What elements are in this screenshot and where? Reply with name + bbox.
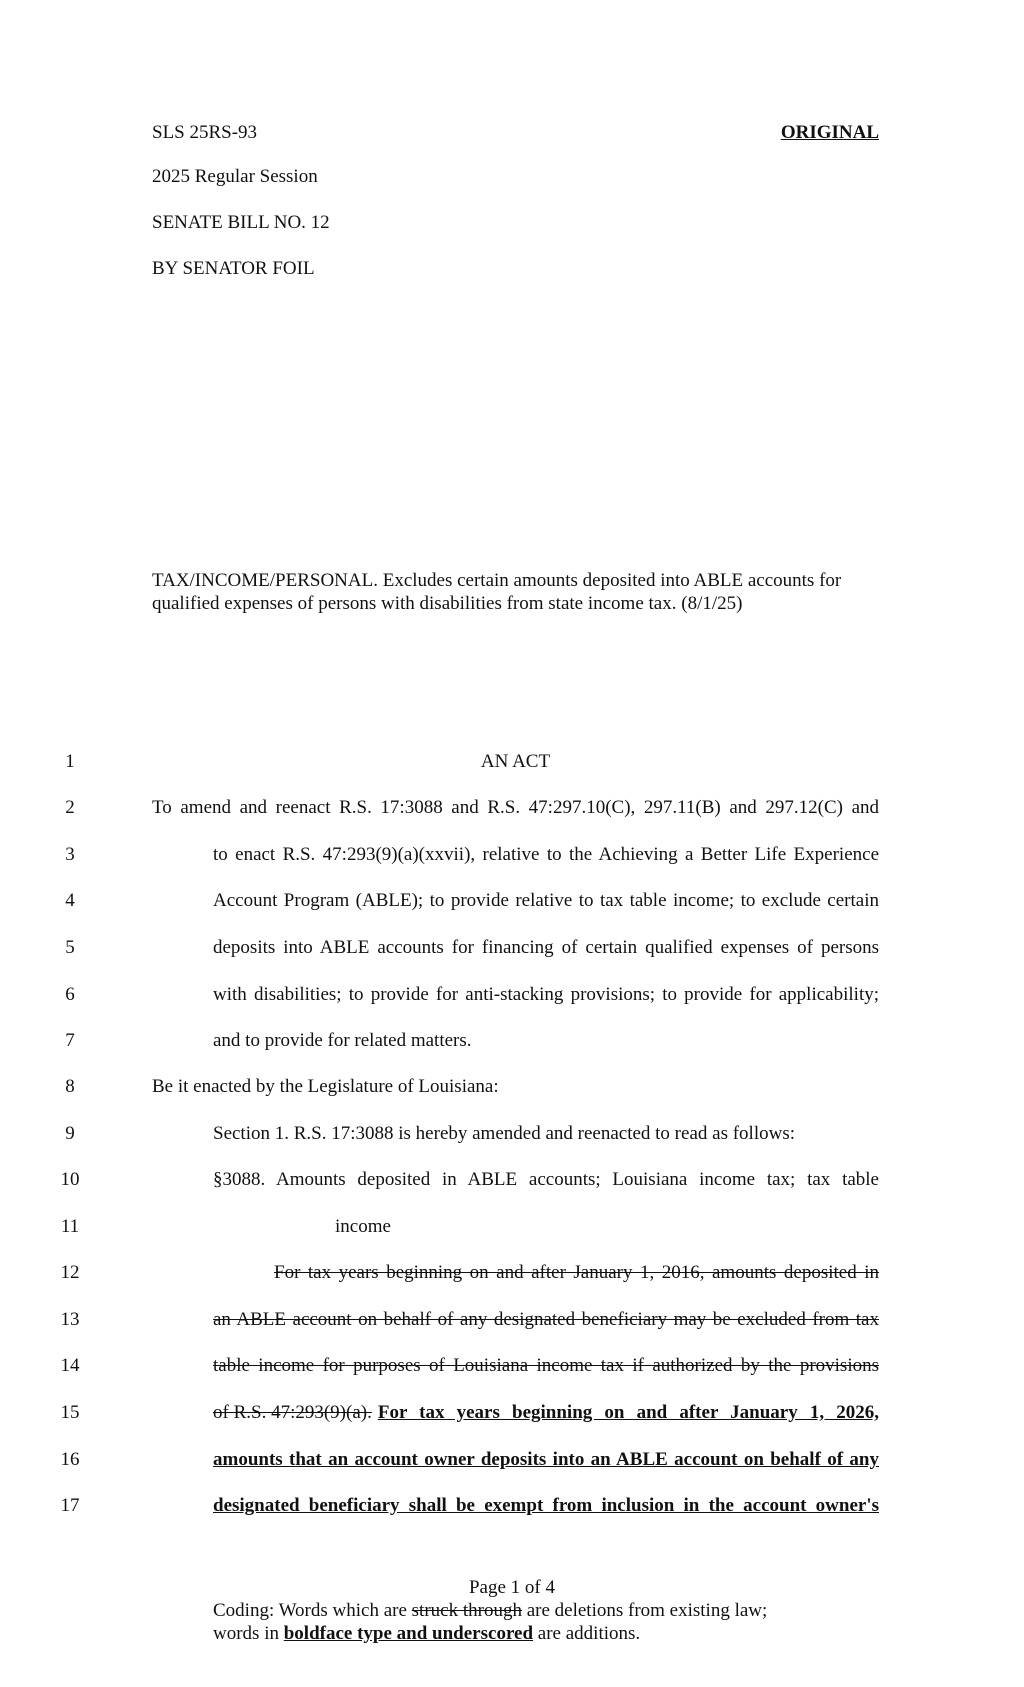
- coding-added-example: boldface type and underscored: [283, 1623, 534, 1644]
- coding-legend-line-1: [213, 1599, 767, 1622]
- act-title: AN ACT: [480, 751, 551, 772]
- coding-middle: are deletions from existing law;: [526, 1600, 768, 1621]
- line-number: 15: [60, 1402, 80, 1423]
- line-number: 11: [60, 1216, 80, 1237]
- line-number: 16: [60, 1449, 80, 1470]
- line-number: 14: [60, 1355, 80, 1376]
- digest-line-1: TAX/INCOME/PERSONAL. Excludes certain amounts deposited into ABLE accounts for: [152, 570, 842, 591]
- line-number: 5: [65, 937, 75, 958]
- deleted-text-line-12: For tax years beginning on and after January 1, 2016, amounts deposited in: [274, 1262, 879, 1283]
- text-line-3: to enact R.S. 47:293(9)(a)(xxvii), relative to the Achieving a Better Life Experience: [213, 844, 879, 865]
- added-text-line-15: For tax years beginning on and after January 1, 2026,: [377, 1402, 879, 1423]
- statute-title: §3088. Amounts deposited in ABLE accounts; Louisiana income tax; tax table: [213, 1169, 879, 1190]
- deleted-text-line-15: of R.S. 47:293(9)(a).: [213, 1402, 372, 1423]
- line-number: 10: [60, 1169, 80, 1190]
- coding-legend-line-2: [213, 1622, 640, 1645]
- bill-number: SENATE BILL NO. 12: [152, 212, 330, 233]
- bill-code: SLS 25RS-93: [152, 122, 258, 143]
- text-line-5: deposits into ABLE accounts for financing of certain qualified expenses of persons: [213, 937, 879, 958]
- text-line-7: and to provide for related matters.: [213, 1030, 472, 1051]
- line-number: 12: [60, 1262, 80, 1283]
- text-line-6: with disabilities; to provide for anti-stacking provisions; to provide for applicability;: [213, 984, 879, 1005]
- page-number: Page 1 of 4: [468, 1577, 555, 1598]
- deleted-text-line-13: an ABLE account on behalf of any designated beneficiary may be excluded from tax: [213, 1309, 879, 1330]
- bill-author: BY SENATOR FOIL: [152, 258, 315, 279]
- deleted-text-line-14: table income for purposes of Louisiana income tax if authorized by the provisions: [213, 1355, 879, 1376]
- coding-struck-example: struck through: [411, 1600, 522, 1621]
- bill-digest: [152, 569, 882, 615]
- coding-prefix: Coding: Words which are: [213, 1600, 407, 1621]
- line-number: 1: [65, 751, 75, 772]
- coding-suffix: are additions.: [537, 1623, 641, 1644]
- enacting-clause: Be it enacted by the Legislature of Louisiana:: [152, 1076, 499, 1097]
- added-text-line-16: amounts that an account owner deposits into an ABLE account on behalf of any: [213, 1449, 879, 1470]
- coding-words-in: words in: [213, 1623, 279, 1644]
- line-number: 13: [60, 1309, 80, 1330]
- line-number: 4: [65, 890, 75, 911]
- line-number: 7: [65, 1030, 75, 1051]
- line-number: 6: [65, 984, 75, 1005]
- line-number: 2: [65, 797, 75, 818]
- text-line-15: [213, 1402, 879, 1424]
- line-number: 3: [65, 844, 75, 865]
- session-label: 2025 Regular Session: [152, 166, 318, 187]
- line-number: 9: [65, 1123, 75, 1144]
- statute-title-continued: income: [335, 1216, 391, 1237]
- line-number: 8: [65, 1076, 75, 1097]
- section-heading: Section 1. R.S. 17:3088 is hereby amended and reenacted to read as follows:: [213, 1123, 795, 1144]
- line-number: 17: [60, 1495, 80, 1516]
- text-line-2: To amend and reenact R.S. 17:3088 and R.S. 47:297.10(C), 297.11(B) and 297.12(C) and: [152, 797, 879, 818]
- version-label: ORIGINAL: [780, 122, 879, 143]
- text-line-4: Account Program (ABLE); to provide relative to tax table income; to exclude certain: [213, 890, 879, 911]
- digest-line-2: qualified expenses of persons with disabilities from state income tax. (8/1/25): [152, 593, 743, 614]
- added-text-line-17: designated beneficiary shall be exempt from inclusion in the account owner's: [213, 1495, 879, 1516]
